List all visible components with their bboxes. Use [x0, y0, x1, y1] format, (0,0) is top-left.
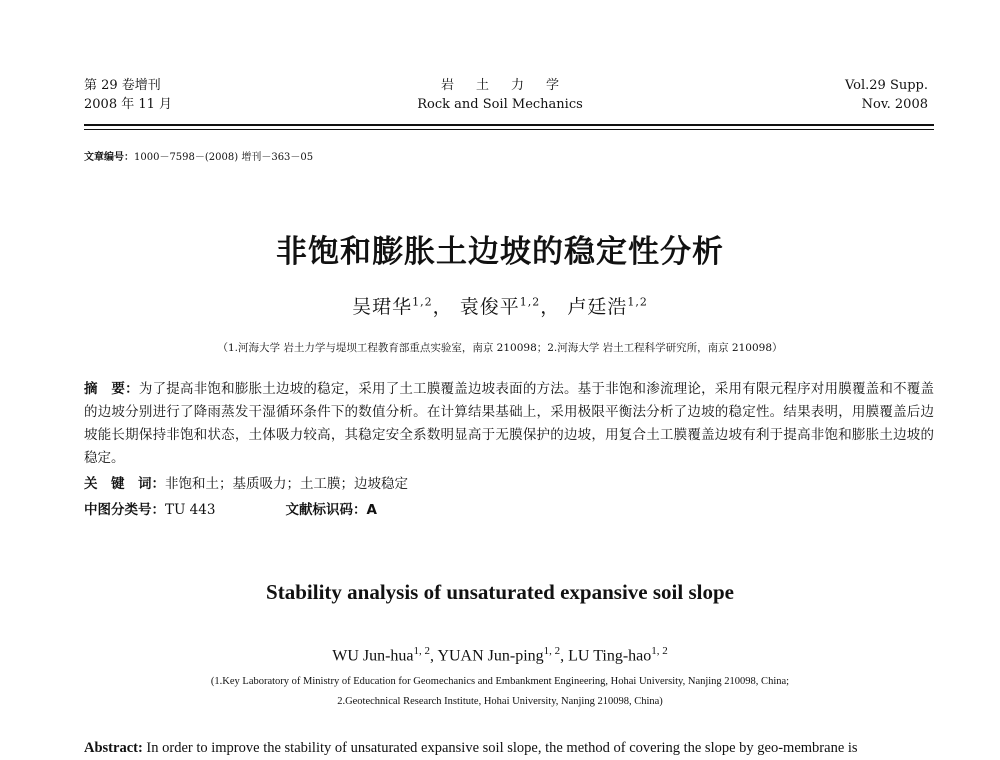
author-list-en: [0, 645, 1000, 665]
keywords-cn: [84, 472, 408, 492]
article-number-label: 文章编号：: [84, 152, 134, 163]
article-number-value: 1000－7598－(2008) 增刊－363－05: [134, 152, 314, 163]
volume-supp-en: Vol.29 Supp.: [844, 78, 928, 93]
author-list-cn: [0, 292, 1000, 319]
header-rule-thin: [84, 129, 934, 130]
author-name-cn: 吴珺华: [352, 296, 413, 318]
author-name-en: YUAN Jun-ping: [437, 647, 544, 665]
doc-code-label: 文献标识码：: [285, 502, 367, 518]
clc-label: 中图分类号：: [84, 502, 165, 518]
author-affiliation-sup: 1, 2: [543, 645, 561, 657]
affiliation-en-line2: 2.Geotechnical Research Institute, Hohai University, Nanjing 210098, China): [337, 696, 663, 707]
volume-issue: 第 29 卷增刊: [84, 78, 161, 93]
header-rule-thick: [84, 124, 934, 126]
journal-volume-info-en: [845, 76, 928, 114]
publication-date: 2008 年 11 月: [84, 97, 173, 112]
journal-volume-info: [84, 76, 172, 114]
author-name-cn: 卢廷浩: [567, 296, 628, 318]
author-affiliation-sup: 1, 2: [413, 645, 431, 657]
paper-title-cn: 非饱和膨胀土边坡的稳定性分析: [276, 234, 724, 270]
abstract-en-text: In order to improve the stability of unsaturated expansive soil slope, the method of covering the slope by geo-membrane is: [146, 740, 858, 756]
keywords-cn-text: 非饱和土；基质吸力；土工膜；边坡稳定: [165, 476, 408, 492]
paper-title-en: Stability analysis of unsaturated expansive soil slope: [266, 580, 734, 604]
affiliation-en-line1: (1.Key Laboratory of Ministry of Education for Geomechanics and Embankment Engineering, Hohai University, Nanjing 210098, China;: [210, 676, 790, 687]
abstract-cn-text: 为了提高非饱和膨胀土边坡的稳定，采用了土工膜覆盖边坡表面的方法。基于非饱和渗流理论，采用有限元程序对用膜覆盖和不覆盖的边坡分别进行了降雨蒸发干湿循环条件下的数值分析。在计算结果基础上，采用极限平衡法分析了边坡的稳定性。结果表明，用膜覆盖后边坡能长期保持非饱和状态，土体吸力较高，其稳定安全系数明显高于无膜保护的边坡，用复合土工膜覆盖边坡有利于提高非饱和膨胀土边坡的稳定。: [84, 381, 935, 466]
article-number: [84, 148, 313, 163]
journal-name-en: Rock and Soil Mechanics: [417, 97, 583, 112]
affiliation-en: [0, 672, 1000, 712]
author-affiliation-sup: 1,2: [519, 295, 541, 309]
keywords-cn-label: 关 键 词：: [84, 476, 165, 492]
author-separator: ，: [540, 296, 561, 318]
author-affiliation-sup: 1,2: [412, 295, 433, 309]
author-name-en: LU Ting-hao: [568, 647, 652, 665]
clc-value: TU 443: [165, 502, 216, 518]
abstract-cn-label: 摘 要：: [84, 381, 139, 397]
doc-code-value: A: [366, 502, 377, 518]
abstract-en-label: Abstract:: [84, 740, 143, 756]
author-affiliation-sup: 1,2: [627, 295, 648, 309]
affiliation-cn: （1.河海大学 岩土力学与堤坝工程教育部重点实验室，南京 210098；2.河海大学 岩土工程科学研究所，南京 210098）: [217, 342, 783, 354]
abstract-cn: [84, 378, 934, 470]
journal-name-cn: 岩土力学: [440, 78, 581, 93]
journal-name: [380, 76, 620, 114]
author-separator: ,: [430, 647, 438, 665]
author-name-en: WU Jun-hua: [332, 647, 414, 665]
author-separator: ,: [560, 647, 569, 665]
author-name-cn: 袁俊平: [459, 296, 520, 318]
classification-line: [84, 498, 377, 518]
abstract-en: [84, 740, 944, 757]
author-affiliation-sup: 1, 2: [651, 645, 668, 657]
author-separator: ，: [432, 296, 453, 318]
publication-date-en: Nov. 2008: [861, 97, 928, 112]
